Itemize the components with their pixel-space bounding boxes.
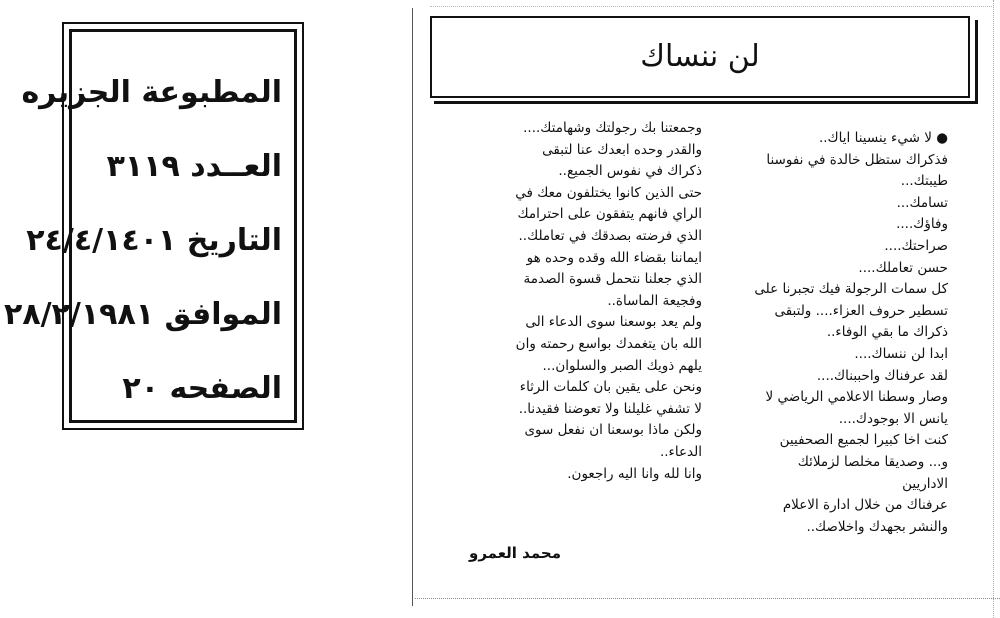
article-column-right — [712, 128, 948, 538]
article-line: ● لا شيء ينسينا اياك.. — [818, 130, 948, 146]
stamp-date-hijri: التاريخ ٢٤/٤/١٤٠١ — [26, 223, 282, 258]
article-line: والقدر وحده ابعدك عنا لتبقى — [542, 141, 702, 158]
right-edge-dots — [993, 0, 994, 618]
article-line: طيبتك... — [900, 173, 948, 190]
article-line: و... وصديقا مخلصا لزملائك — [797, 453, 948, 470]
article-line: ذكراك ما بقي الوفاء.. — [826, 324, 948, 341]
archive-stamp — [4, 22, 304, 430]
bottom-edge-dots — [415, 598, 1000, 599]
article-column-left — [440, 118, 702, 485]
stamp-publisher: المطبوعة الجزيره — [21, 75, 282, 110]
article-line: فذكراك ستظل خالدة في نفوسنا — [766, 151, 948, 168]
article-line: وفجيعة الماساة.. — [607, 292, 702, 309]
article-line: الدعاء.. — [659, 443, 702, 460]
article-line: صراحتك.... — [884, 237, 948, 254]
article-line: حسن تعاملك.... — [858, 259, 948, 276]
article-line: يانس الا بوجودك.... — [838, 410, 948, 427]
article-line: ولكن ماذا بوسعنا ان نفعل سوى — [524, 422, 702, 439]
article-line: ولم يعد بوسعنا سوى الدعاء الى — [525, 314, 702, 331]
article-line: ابدا لن ننساك.... — [854, 345, 948, 362]
article-line: تسامك... — [896, 194, 948, 211]
article-line: الاداريين — [902, 475, 948, 492]
article-line: ونحن على يقين بان كلمات الرثاء — [519, 379, 702, 396]
column-divider — [412, 8, 413, 606]
stamp-issue: العــدد ٣١١٩ — [106, 149, 282, 184]
article-line: وصار وسطنا الاعلامي الرياضي لا — [765, 389, 948, 406]
article-line: كل سمات الرجولة فيك تجبرنا على — [754, 281, 948, 298]
title-box — [430, 16, 970, 98]
stamp-page: الصفحه ٢٠ — [122, 371, 282, 406]
article-line: حتى الذين كانوا يختلفون معك في — [515, 184, 702, 201]
article-line: كنت اخا كبيرا لجميع الصحفيين — [779, 432, 948, 449]
article-line: الذي جعلنا نتحمل قسوة الصدمة — [523, 271, 702, 288]
article-line: عرفناك من خلال ادارة الاعلام — [782, 497, 948, 514]
article-line: ايماننا بقضاء الله وقده وحده هو — [526, 249, 702, 266]
article-line: وجمعتنا بك رجولتك وشهامتك.... — [523, 120, 702, 136]
article-line: والنشر بجهدك واخلاصك.. — [806, 518, 948, 535]
article-line: ذكراك في نفوس الجميع.. — [558, 163, 702, 180]
article-line: الراي فانهم يتفقون على احترامك — [517, 206, 702, 223]
article-line: يلهم ذويك الصبر والسلوان... — [542, 357, 702, 374]
article-line: وانا لله وانا اليه راجعون. — [567, 465, 702, 482]
article-line: الله بان يتغمدك بواسع رحمته وان — [515, 335, 702, 352]
article-line: الذي فرضته بصدقك في تعاملك.. — [518, 227, 702, 244]
article-line: لقد عرفناك واحببناك.... — [816, 367, 948, 384]
archive-stamp-inner-frame — [4, 29, 297, 423]
article-line: تسطير حروف العزاء.... ولتبقى — [774, 302, 948, 319]
article-line: وفاؤك.... — [896, 216, 948, 233]
article-title: لن ننساك — [640, 39, 760, 74]
article-line: لا تشفي غليلنا ولا تعوضنا فقيدنا.. — [518, 400, 702, 417]
author-signature: محمد العمرو — [469, 544, 561, 562]
top-edge-dots — [430, 6, 992, 7]
stamp-date-gregorian: الموافق ٢٨/٢/١٩٨١ — [4, 297, 282, 332]
